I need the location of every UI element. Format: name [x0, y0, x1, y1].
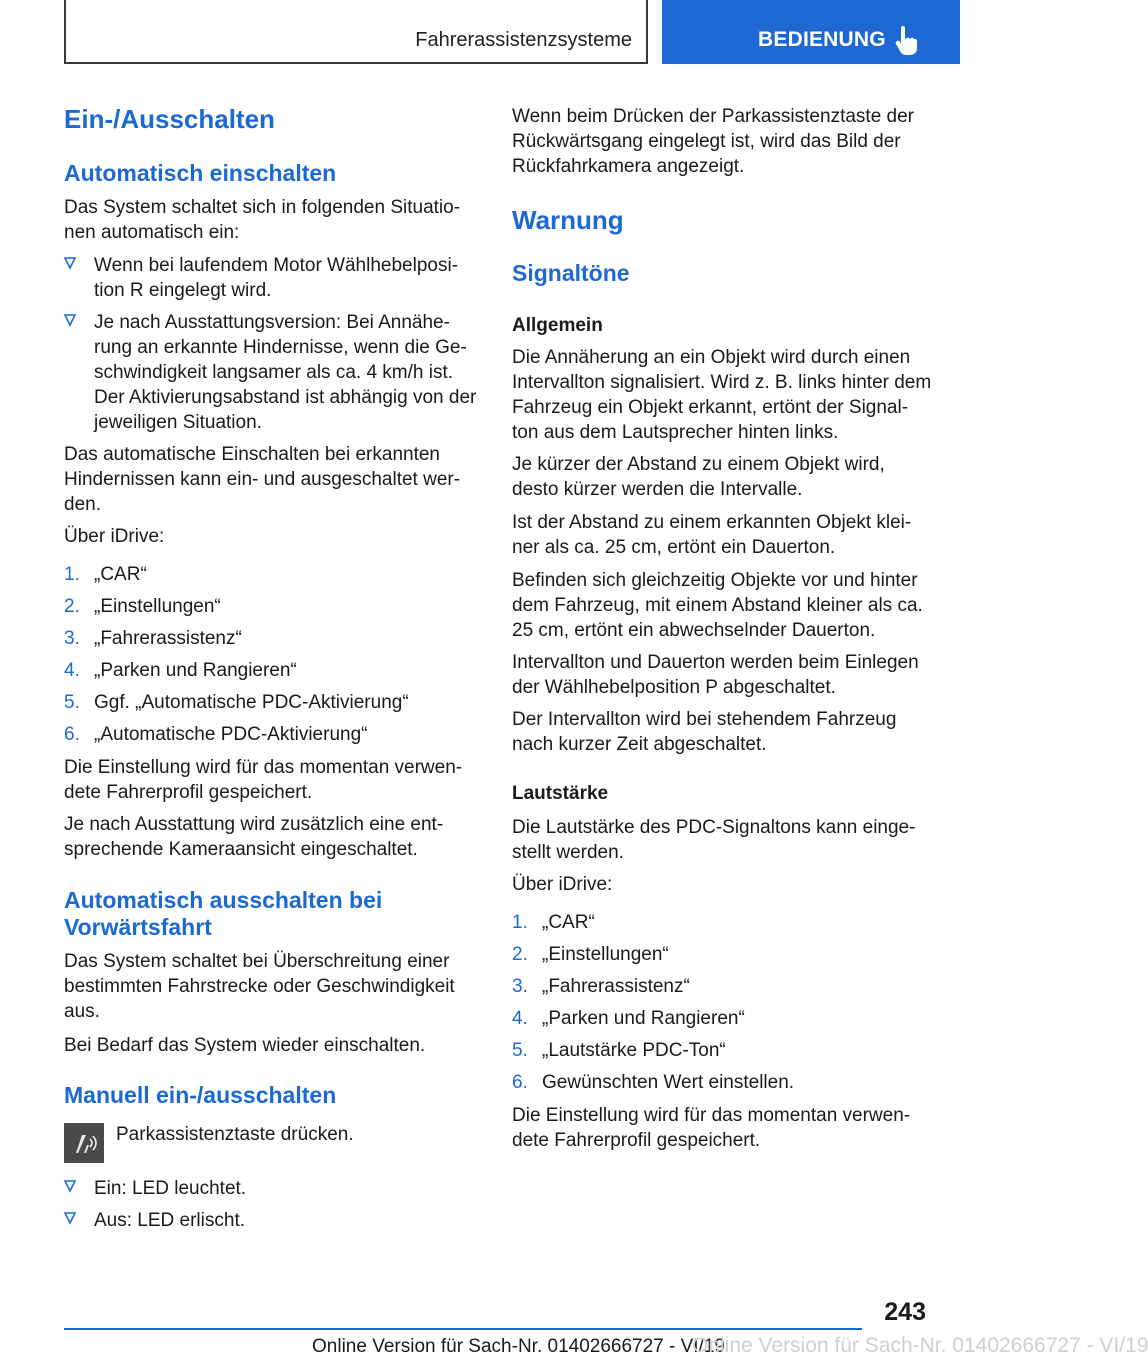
paragraph-idrive: Über iDrive:	[512, 874, 613, 895]
paragraph-ausschalten: Das System schaltet bei Überschreitung einer bestimmten Fahrstrecke oder Geschwindigkeit aus.	[64, 951, 455, 1022]
paragraph-intro: Das System schaltet sich in folgenden Situatio- nen automatisch ein:	[64, 197, 461, 243]
paragraph-stehend: Der Intervallton wird bei stehendem Fahrzeug nach kurzer Zeit abgeschaltet.	[512, 709, 897, 755]
header-chapter-label: BEDIENUNG	[758, 28, 886, 51]
paragraph-taste: Parkassistenztaste drücken.	[116, 1124, 354, 1145]
triangle-bullet-icon	[64, 1179, 76, 1193]
heading-signaltoene: Signaltöne	[512, 260, 630, 286]
paragraph-allgemein: Die Annäherung an ein Objekt wird durch einen Intervallton signalisiert. Wird z. B. links hinter dem Fahrzeug ein Objekt erkannt, ertönt der Signal- ton aus dem Lautsprecher hinten links.	[512, 347, 932, 443]
heading-manuell: Manuell ein-/ausschalten	[64, 1082, 337, 1108]
parking-assist-button-icon	[64, 1123, 104, 1163]
heading-automatisch-ausschalten: Automatisch ausschalten bei Vorwärtsfahrt	[64, 887, 383, 940]
heading-allgemein: Allgemein	[512, 315, 603, 336]
heading-automatisch-einschalten: Automatisch einschalten	[64, 160, 337, 186]
paragraph-lautstaerke: Die Lautstärke des PDC-Signaltons kann einge- stellt werden.	[512, 817, 916, 863]
paragraph-camera: Je nach Ausstattung wird zusätzlich eine ent- sprechende Kameraansicht eingeschaltet.	[64, 814, 444, 860]
watermark-text: Online Version für Sach-Nr. 01402666727 - VI/19	[692, 1334, 1148, 1357]
paragraph-rueckwaerts: Wenn beim Drücken der Parkassistenztaste der Rückwärtsgang eingelegt ist, wird das Bild der Rückfahrkamera angezeigt.	[512, 106, 914, 177]
paragraph-position-p: Intervallton und Dauerton werden beim Einlegen der Wählhebelposition P abgeschaltet.	[512, 652, 919, 698]
paragraph-gleichzeitig: Befinden sich gleichzeitig Objekte vor und hinter dem Fahrzeug, mit einem Abstand kleiner als ca. 25 cm, ertönt ein abwechselnder Dauerton.	[512, 570, 923, 641]
paragraph-saved: Die Einstellung wird für das momentan verwen- dete Fahrerprofil gespeichert.	[64, 757, 463, 803]
paragraph-saved: Die Einstellung wird für das momentan verwen- dete Fahrerprofil gespeichert.	[512, 1105, 911, 1151]
paragraph-kuerzer: Je kürzer der Abstand zu einem Objekt wird, desto kürzer werden die Intervalle.	[512, 454, 885, 500]
footer-version-text: Online Version für Sach-Nr. 01402666727 - VI/19	[312, 1336, 725, 1357]
heading-lautstaerke: Lautstärke	[512, 783, 609, 804]
paragraph-25cm: Ist der Abstand zu einem erkannten Objekt klei- ner als ca. 25 cm, ertönt ein Dauerton.	[512, 512, 912, 558]
header-section-title: Fahrerassistenzsysteme	[415, 29, 632, 51]
paragraph-bedarf: Bei Bedarf das System wieder einschalten.	[64, 1035, 426, 1056]
paragraph-idrive: Über iDrive:	[64, 526, 165, 547]
header-section-box	[64, 0, 648, 64]
header-chapter-tab	[662, 0, 960, 64]
triangle-bullet-icon	[64, 256, 76, 270]
triangle-bullet-icon	[64, 313, 76, 327]
heading-ein-ausschalten: Ein-/Ausschalten	[64, 104, 275, 134]
heading-warnung: Warnung	[512, 205, 624, 235]
triangle-bullet-icon	[64, 1211, 76, 1225]
footer-divider	[64, 1328, 862, 1330]
hand-pointer-icon	[894, 26, 920, 56]
paragraph-auto-einschalten: Das automatische Einschalten bei erkannten Hindernissen kann ein- und ausgeschaltet wer- den.	[64, 444, 461, 515]
page-number: 243	[884, 1298, 926, 1326]
